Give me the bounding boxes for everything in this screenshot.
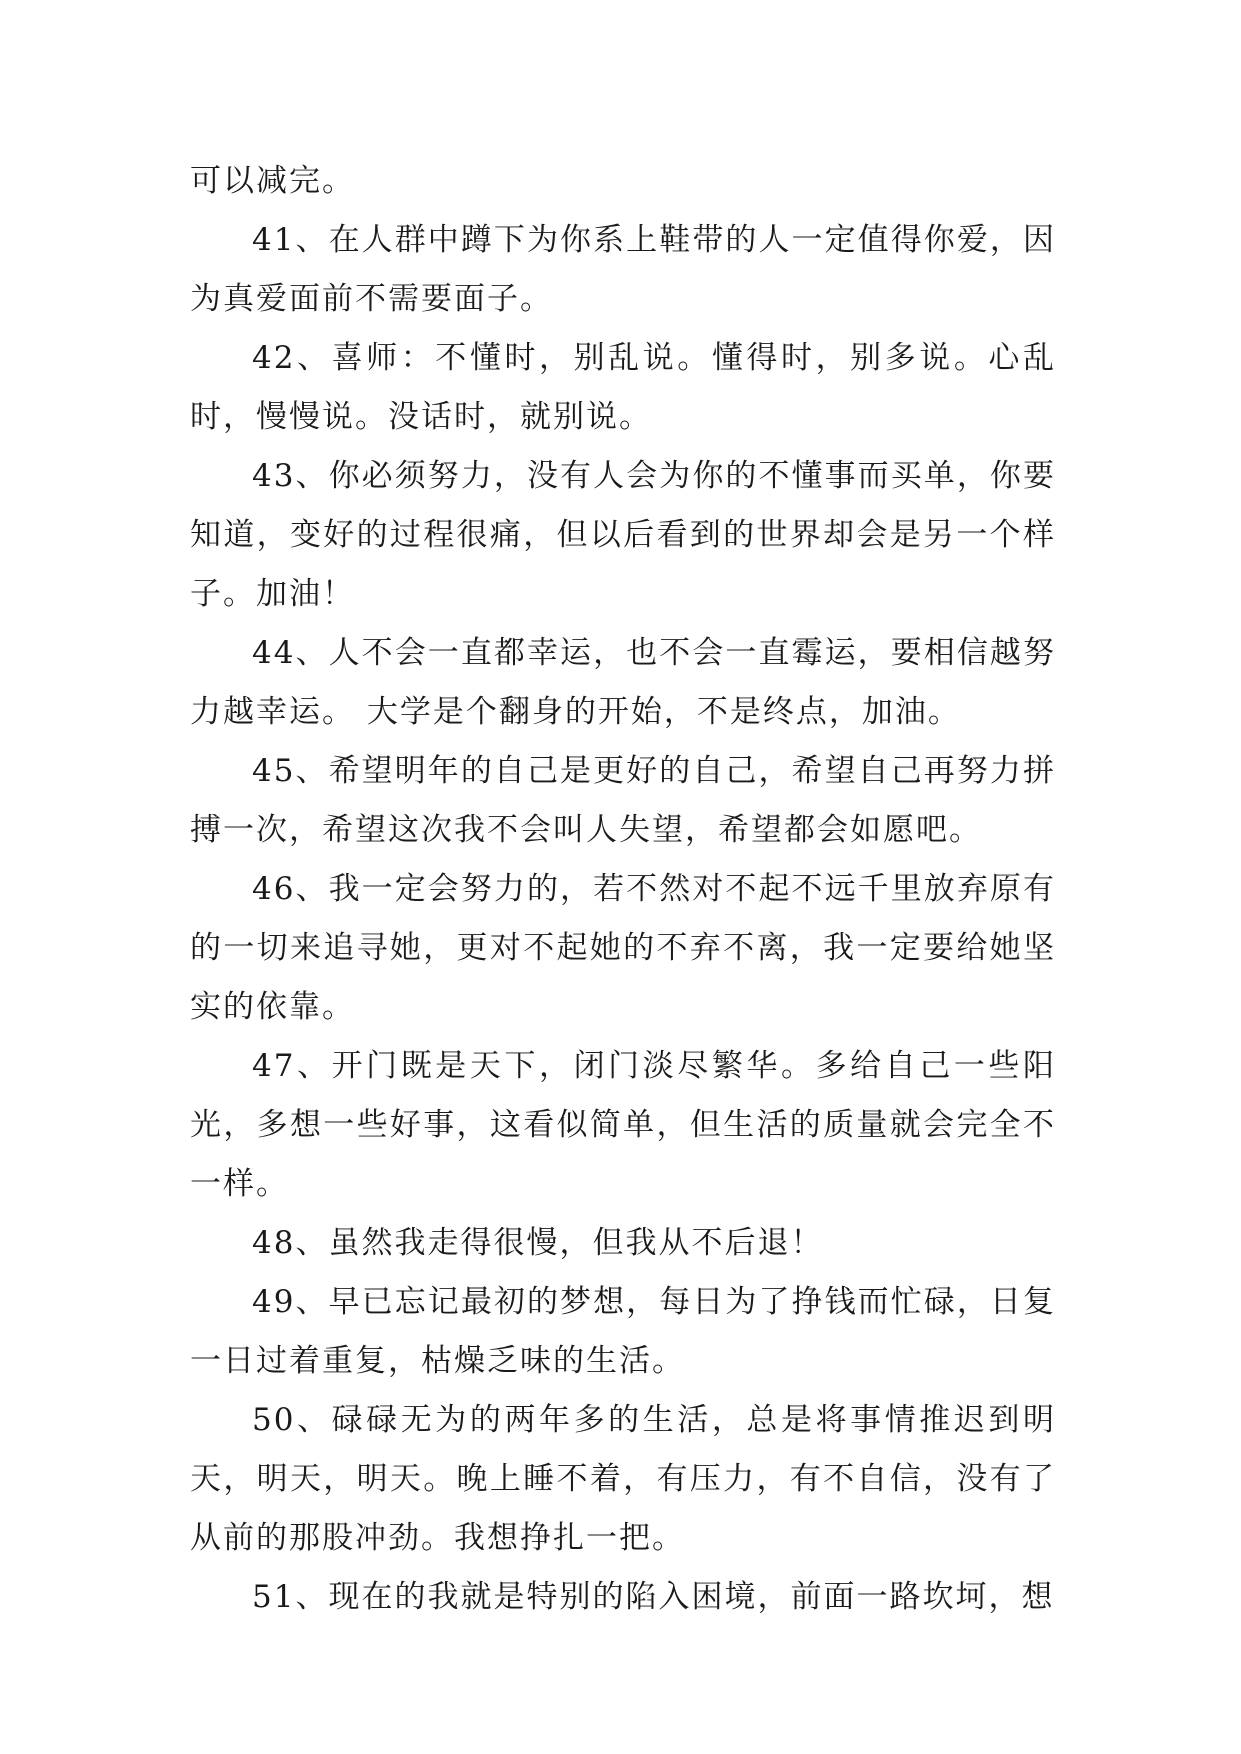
paragraph-45: 45、希望明年的自己是更好的自己，希望自己再努力拼搏一次，希望这次我不会叫人失望，希望都会如愿吧。 xyxy=(190,753,1056,848)
paragraph-49: 49、早已忘记最初的梦想，每日为了挣钱而忙碌，日复一日过着重复，枯燥乏味的生活。 xyxy=(190,1284,1056,1379)
paragraph-41: 41、在人群中蹲下为你系上鞋带的人一定值得你爱，因为真爱面前不需要面子。 xyxy=(190,222,1056,317)
paragraph-42: 42、喜师：不懂时，别乱说。懂得时，别多说。心乱时，慢慢说。没话时，就别说。 xyxy=(190,340,1056,435)
paragraph-44: 44、人不会一直都幸运，也不会一直霉运，要相信越努力越幸运。 大学是个翻身的开始，不是终点，加油。 xyxy=(190,635,1056,730)
paragraph-51: 51、现在的我就是特别的陷入困境，前面一路坎坷，想 xyxy=(252,1579,1055,1615)
paragraph-50: 50、碌碌无为的两年多的生活，总是将事情推迟到明天，明天，明天。晚上睡不着，有压力，有不自信，没有了从前的那股冲劲。我想挣扎一把。 xyxy=(190,1402,1056,1556)
paragraph-48: 48、虽然我走得很慢，但我从不后退！ xyxy=(252,1225,824,1261)
paragraph-47: 47、开门既是天下，闭门淡尽繁华。多给自己一些阳光，多想一些好事，这看似简单，但生活的质量就会完全不一样。 xyxy=(190,1048,1056,1202)
paragraph-46: 46、我一定会努力的，若不然对不起不远千里放弃原有的一切来追寻她，更对不起她的不弃不离，我一定要给她坚实的依靠。 xyxy=(190,871,1056,1025)
paragraph-43: 43、你必须努力，没有人会为你的不懂事而买单，你要知道，变好的过程很痛，但以后看到的世界却会是另一个样子。加油！ xyxy=(190,458,1056,612)
paragraph-continuation: 可以减完。 xyxy=(190,163,355,199)
document-body xyxy=(190,152,1056,1627)
